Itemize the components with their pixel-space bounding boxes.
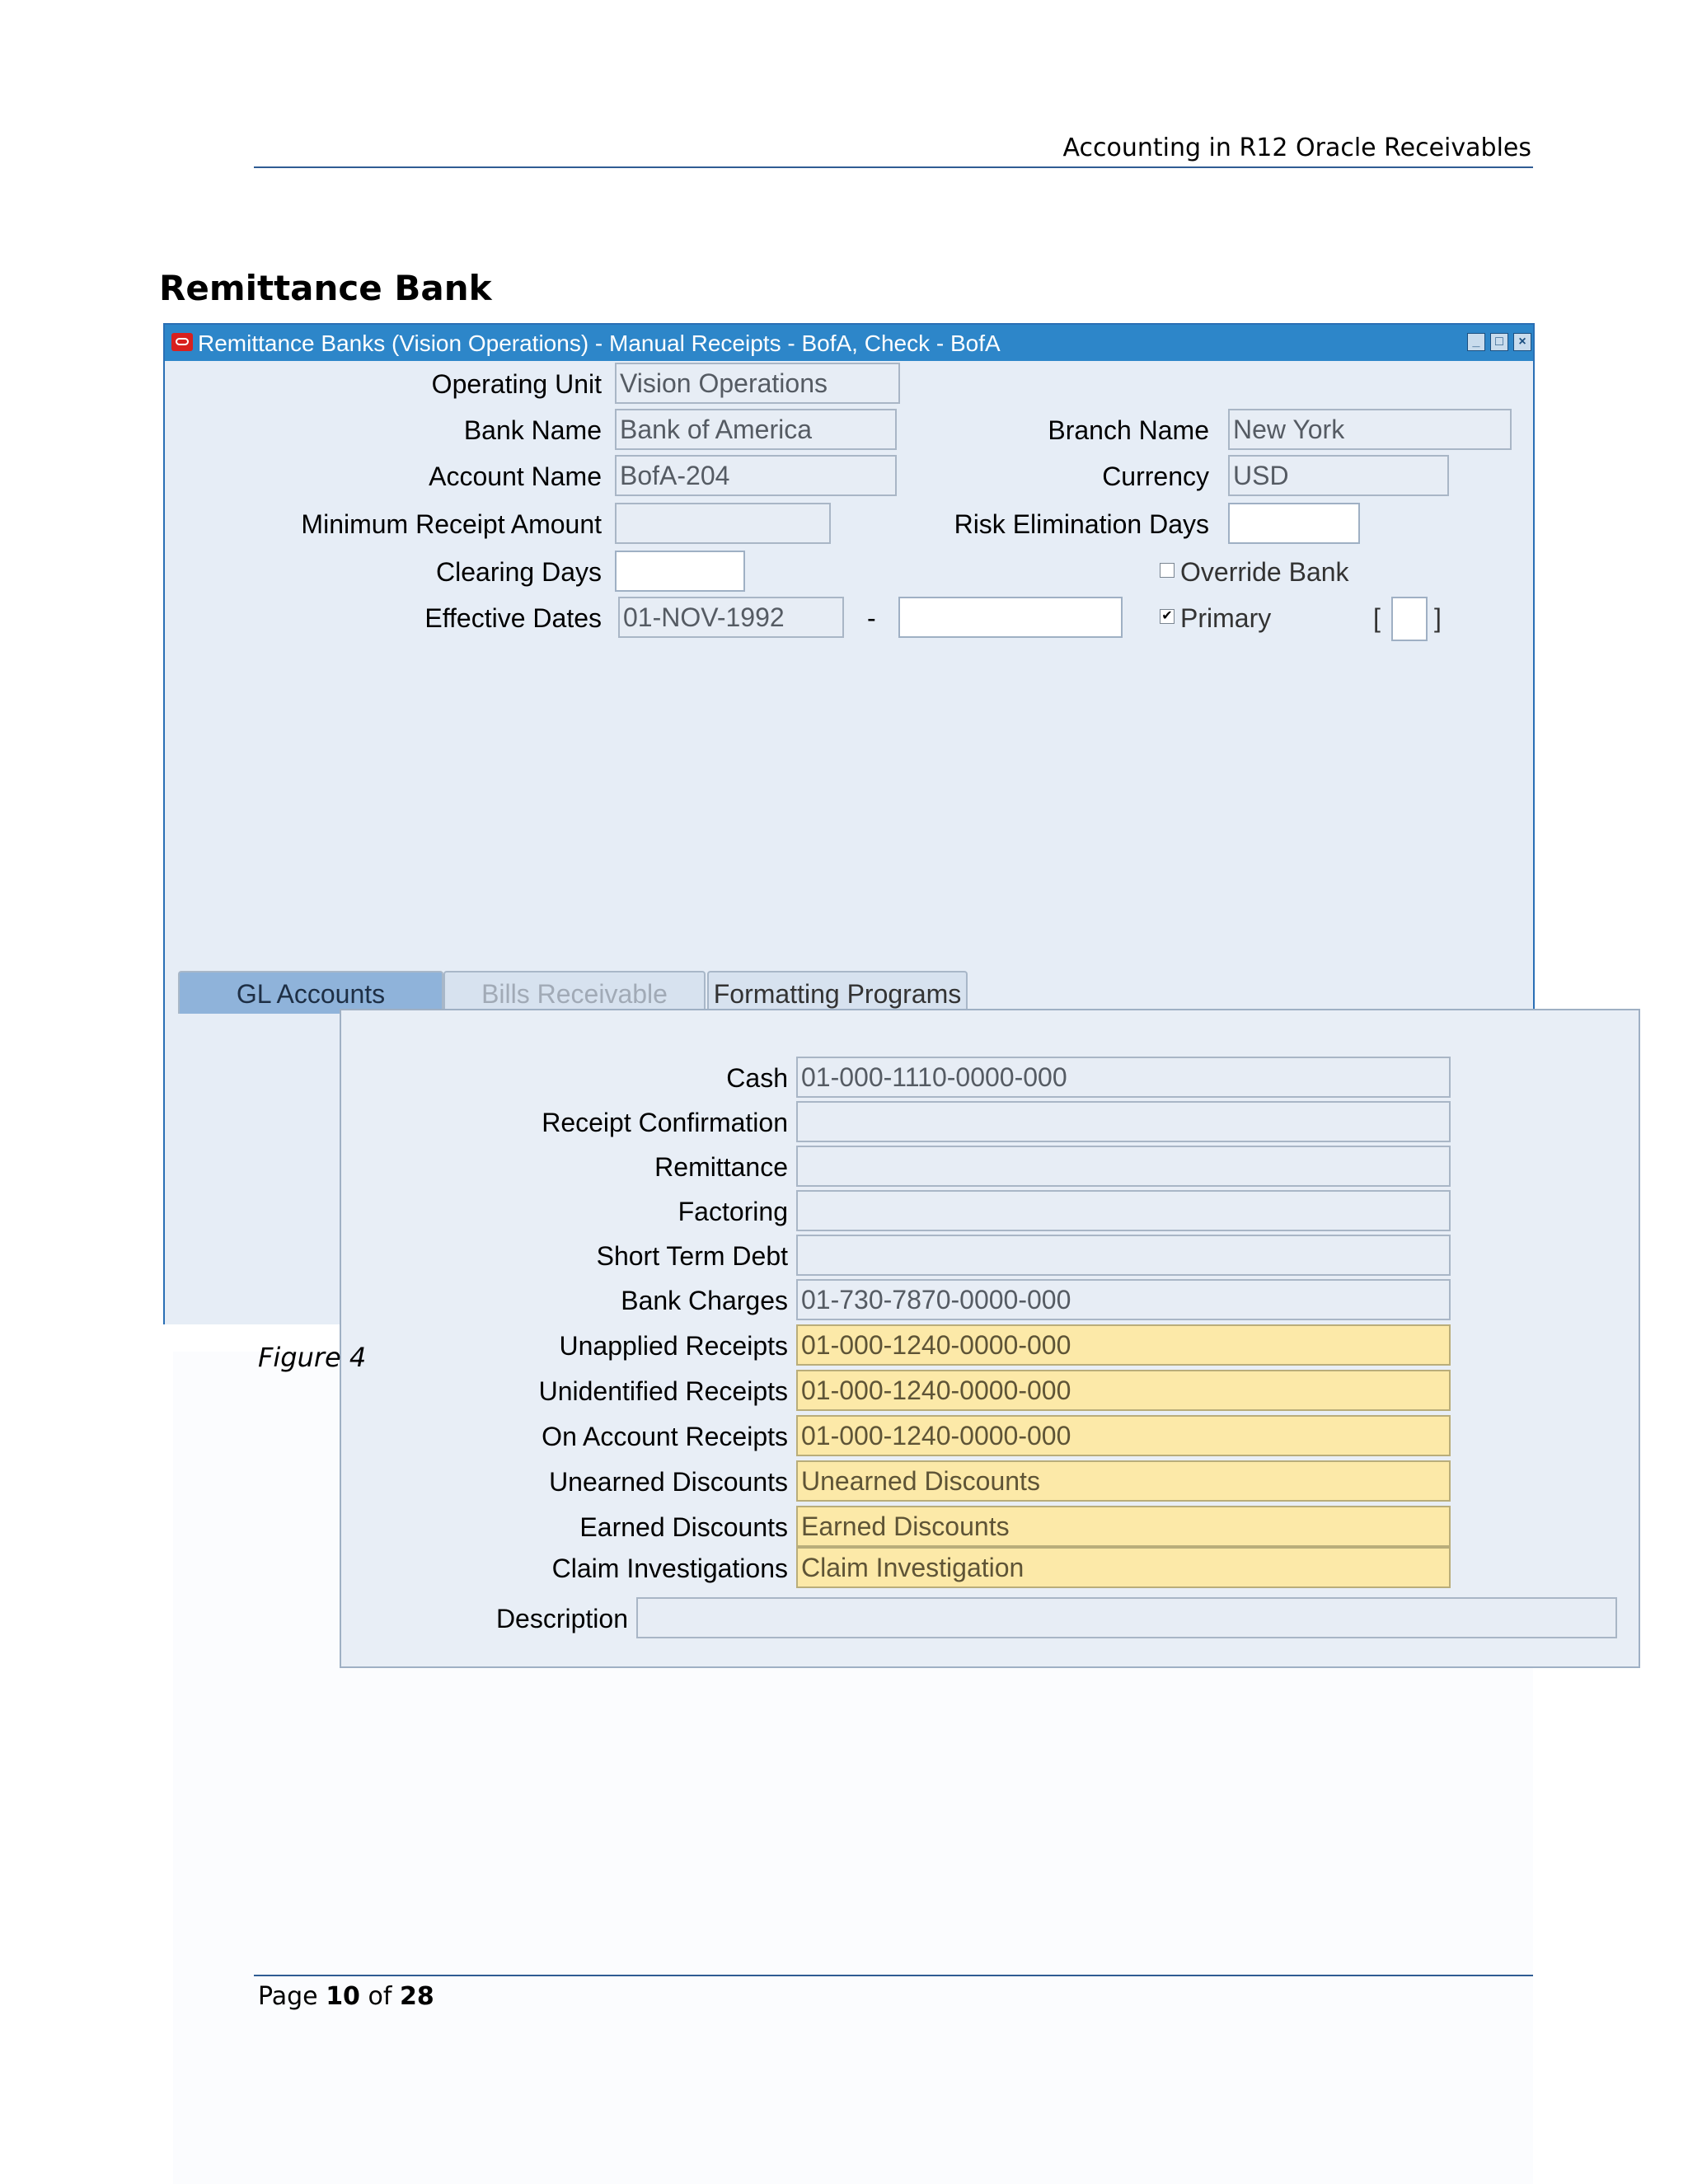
effective-date-from-field[interactable]: 01-NOV-1992 (618, 597, 844, 638)
clearing-days-field[interactable] (615, 551, 745, 592)
gl-field-claim-investigations[interactable]: Claim Investigation (796, 1547, 1451, 1588)
currency-field[interactable]: USD (1228, 455, 1449, 496)
gl-label-unidentified-receipts: Unidentified Receipts (538, 1376, 788, 1406)
tab-gl-accounts[interactable]: GL Accounts (178, 971, 443, 1014)
running-header: Accounting in R12 Oracle Receivables (1062, 134, 1531, 162)
account-name-label: Account Name (429, 462, 602, 491)
gl-label-remittance: Remittance (654, 1152, 788, 1182)
effective-date-to-field[interactable] (898, 597, 1123, 638)
descriptive-flex-open-bracket: [ (1373, 603, 1381, 633)
tab-bills-receivable[interactable]: Bills Receivable (443, 971, 706, 1014)
tab-formatting-programs[interactable]: Formatting Programs (707, 971, 968, 1014)
currency-label: Currency (1102, 462, 1209, 491)
gl-field-bank-charges[interactable]: 01-730-7870-0000-000 (796, 1279, 1451, 1320)
gl-label-claim-investigations: Claim Investigations (551, 1554, 788, 1583)
description-label: Description (495, 1604, 628, 1633)
effective-dates-label: Effective Dates (424, 603, 602, 633)
gl-field-remittance[interactable] (796, 1146, 1451, 1187)
branch-name-field[interactable]: New York (1228, 409, 1512, 450)
descriptive-flexfield[interactable] (1391, 597, 1428, 641)
gl-accounts-panel (340, 1009, 1640, 1668)
minimize-icon[interactable]: _ (1467, 333, 1485, 351)
min-receipt-amount-field[interactable] (615, 503, 831, 544)
figure-caption: Figure 4 (258, 1342, 367, 1373)
risk-elimination-days-label: Risk Elimination Days (954, 509, 1209, 539)
gl-label-on-account-receipts: On Account Receipts (542, 1422, 788, 1451)
page-prefix: Page (258, 1982, 318, 2011)
window-titlebar[interactable] (165, 325, 1533, 361)
risk-elimination-days-field[interactable] (1228, 503, 1360, 544)
gl-label-bank-charges: Bank Charges (621, 1286, 788, 1315)
override-bank-label: Override Bank (1180, 557, 1349, 587)
date-range-separator: - (867, 603, 876, 633)
gl-field-unidentified-receipts[interactable]: 01-000-1240-0000-000 (796, 1370, 1451, 1411)
gl-label-cash: Cash (726, 1063, 788, 1093)
gl-field-unearned-discounts[interactable]: Unearned Discounts (796, 1460, 1451, 1502)
page-footer (258, 1982, 434, 2011)
descriptive-flex-close-bracket: ] (1434, 603, 1442, 633)
section-title: Remittance Bank (159, 268, 492, 308)
gl-label-unearned-discounts: Unearned Discounts (549, 1467, 788, 1497)
min-receipt-amount-label: Minimum Receipt Amount (301, 509, 602, 539)
gl-label-short-term-debt: Short Term Debt (596, 1241, 788, 1271)
primary-checkbox[interactable]: ✔ (1160, 609, 1175, 624)
oracle-icon (171, 333, 193, 351)
branch-name-label: Branch Name (1048, 415, 1209, 445)
maximize-icon[interactable]: □ (1490, 333, 1508, 351)
gl-label-factoring: Factoring (678, 1197, 788, 1226)
bank-name-field[interactable]: Bank of America (615, 409, 897, 450)
gl-label-earned-discounts: Earned Discounts (579, 1512, 788, 1542)
page-total: 28 (399, 1982, 434, 2011)
gl-field-short-term-debt[interactable] (796, 1235, 1451, 1276)
operating-unit-label: Operating Unit (431, 369, 602, 399)
gl-label-receipt-confirmation: Receipt Confirmation (542, 1108, 788, 1137)
gl-field-unapplied-receipts[interactable]: 01-000-1240-0000-000 (796, 1324, 1451, 1366)
page-of: of (368, 1982, 392, 2011)
gl-field-earned-discounts[interactable]: Earned Discounts (796, 1506, 1451, 1547)
gl-field-factoring[interactable] (796, 1190, 1451, 1231)
override-bank-checkbox[interactable] (1160, 563, 1175, 578)
clearing-days-label: Clearing Days (436, 557, 602, 587)
gl-field-cash[interactable]: 01-000-1110-0000-000 (796, 1057, 1451, 1098)
account-name-field[interactable]: BofA-204 (615, 455, 897, 496)
bank-name-label: Bank Name (463, 415, 602, 445)
primary-label: Primary (1180, 603, 1272, 633)
operating-unit-field[interactable]: Vision Operations (615, 363, 900, 404)
description-field[interactable] (636, 1597, 1617, 1638)
gl-label-unapplied-receipts: Unapplied Receipts (559, 1331, 788, 1361)
gl-field-receipt-confirmation[interactable] (796, 1101, 1451, 1142)
window-title: Remittance Banks (Vision Operations) - Manual Receipts - BofA, Check - BofA (198, 330, 1001, 356)
header-rule (254, 166, 1533, 168)
close-icon[interactable]: × (1513, 333, 1531, 351)
page-number: 10 (326, 1982, 360, 2011)
gl-field-on-account-receipts[interactable]: 01-000-1240-0000-000 (796, 1415, 1451, 1456)
footer-rule (254, 1975, 1533, 1976)
